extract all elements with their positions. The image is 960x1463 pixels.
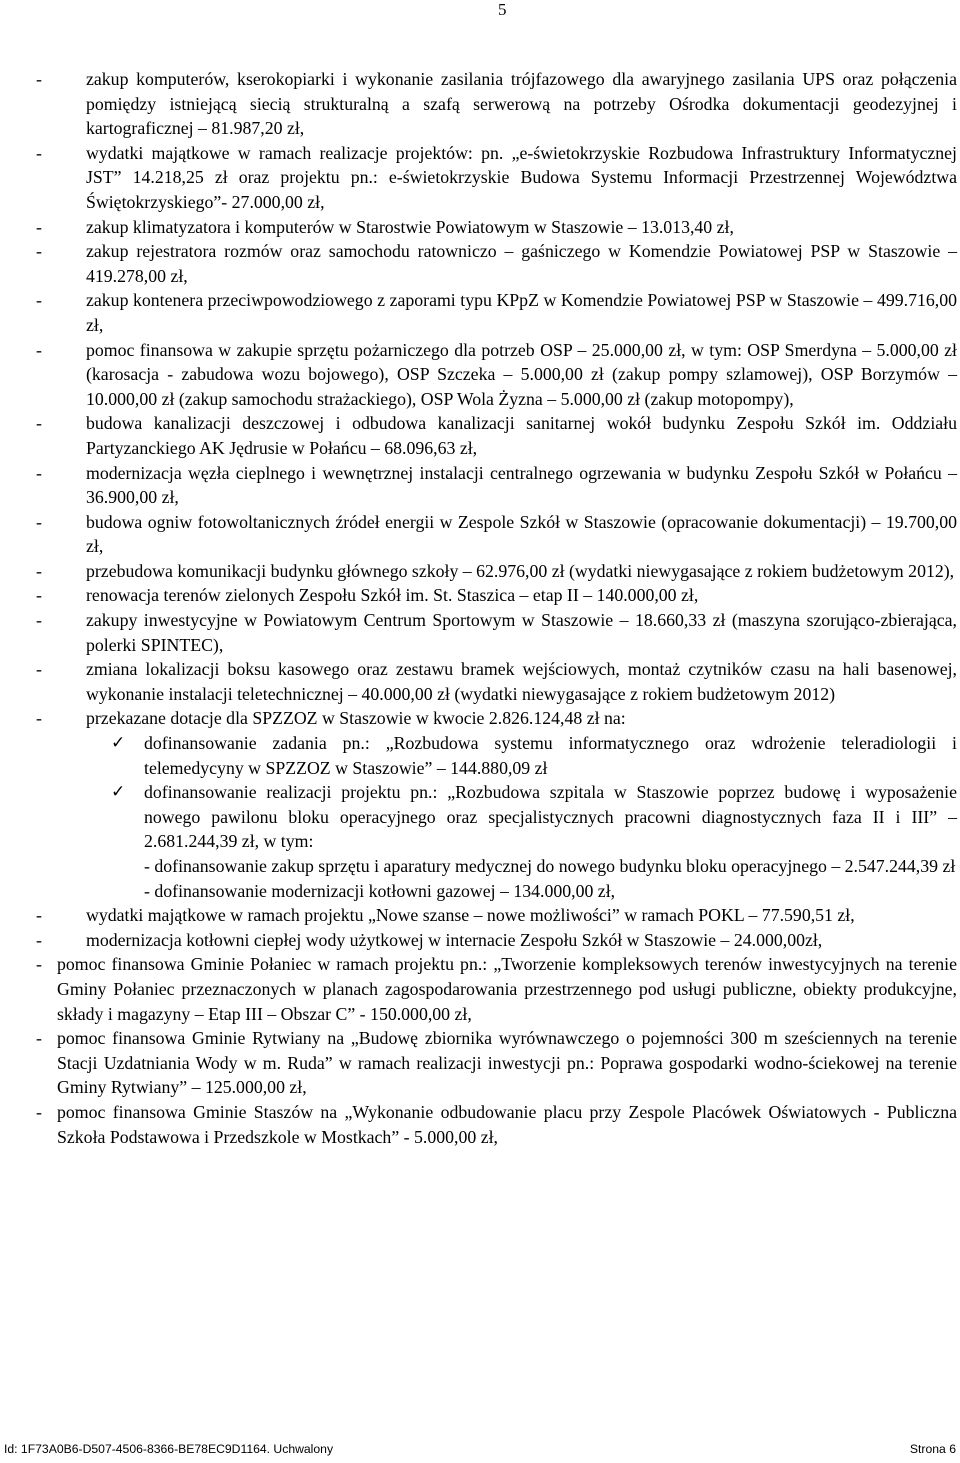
list-item-text: zakup kontenera przeciwpowodziowego z zaporami typu KPpZ w Komendzie Powiatowej PSP w Staszowie – 499.716,00 zł,	[86, 290, 957, 335]
list-item-text: zakup komputerów, kserokopiarki i wykonanie zasilania trójfazowego dla awaryjnego zasilania UPS oraz połączenia pomiędzy istniejącą siecią strukturalną a szafą serwerową na potrzeby Ośrodka dokumentacji geodezyjnej i kartograficznej – 81.987,20 zł,	[86, 69, 957, 139]
list-item-text: modernizacja kotłowni ciepłej wody użytkowej w internacie Zespołu Szkół w Staszowie – 24.000,00zł,	[86, 929, 823, 950]
list-item	[28, 338, 957, 412]
list-item	[28, 657, 957, 706]
list-dash: -	[36, 1101, 42, 1122]
list-dash: -	[36, 413, 42, 434]
sub-item: - dofinansowanie zakup sprzętu i aparatury medycznej do nowego budynku bloku operacyjnego – 2.547.244,39 zł	[144, 856, 956, 876]
list-item-text: pomoc finansowa Gminie Połaniec w ramach projektu pn.: „Tworzenie kompleksowych terenów inwestycyjnych na terenie Gminy Połaniec przeznaczonych w planach zagospodarowania przestrzennego pod usługi publiczne, obiekty produkcyjne, składy i magazyny – Etap III – Obszar C” - 150.000,00 zł,	[57, 954, 957, 1024]
list-item-text: budowa ogniw fotowoltanicznych źródeł energii w Zespole Szkół w Staszowie (opracowanie dokumentacji) – 19.700,00 zł,	[86, 511, 957, 557]
list-item-text: zmiana lokalizacji boksu kasowego oraz zestawu bramek wejściowych, montaż czytników czasu na hali basenowej, wykonanie instalacji teletechnicznej – 40.000,00 zł (wydatki niewygasające z rokiem budżetowym 2012)	[86, 659, 957, 704]
list-dash: -	[36, 954, 42, 975]
list-item-text: zakupy inwestycyjne w Powiatowym Centrum Sportowym w Staszowie – 18.660,33 zł (maszyna szorująco-zbierająca, polerki SPINTEC),	[86, 610, 957, 655]
list-dash: -	[36, 462, 42, 483]
list-item	[28, 461, 957, 510]
footer-page-label: Strona 6	[909, 1442, 956, 1456]
list-dash: -	[36, 339, 42, 360]
list-item-text: pomoc finansowa Gminie Staszów na „Wykonanie odbudowanie placu przy Zespole Placówek Oświatowych - Publiczna Szkoła Podstawowa i Przedszkole w Mostkach” - 5.000,00 zł,	[57, 1101, 957, 1147]
list-item	[28, 288, 957, 337]
list-item	[28, 141, 957, 215]
check-item	[28, 780, 957, 854]
list-item	[28, 510, 957, 559]
list-item	[28, 706, 957, 731]
list-item	[28, 67, 957, 141]
check-item-text: dofinansowanie zadania pn.: „Rozbudowa systemu informatycznego oraz wdrożenie teleradiologii i telemedycyny w SPZZOZ w Staszowie” – 144.880,09 zł	[144, 733, 957, 778]
check-item-text: dofinansowanie realizacji projektu pn.: „Rozbudowa szpitala w Staszowie poprzez budowę i wyposażenie nowego pawilonu bloku operacyjnego oraz specjalistycznych pracowni diagnostycznych faza II i III” – 2.681.244,39 zł, w tym:	[144, 782, 957, 852]
list-dash: -	[36, 511, 42, 532]
list-dash: -	[36, 905, 42, 926]
list-item-text: budowa kanalizacji deszczowej i odbudowa kanalizacji sanitarnej wokół budynku Zespołu Szkół im. Oddziału Partyzanckiego AK Jędrusie w Połańcu – 68.096,63 zł,	[86, 413, 957, 458]
list-item-text: pomoc finansowa Gminie Rytwiany na „Budowę zbiornika wyrównawczego o pojemności 300 m sześciennych na terenie Stacji Uzdatniania Wody w m. Ruda” w ramach realizacji inwestycji pn.: Poprawa gospodarki wodno-ściekowej na terenie Gminy Rytwiany” – 125.000,00 zł,	[57, 1028, 957, 1098]
list-dash: -	[36, 610, 42, 631]
list-item	[28, 559, 957, 584]
list-item-text: modernizacja węzła cieplnego i wewnętrznej instalacji centralnego ogrzewania w budynku Zespołu Szkół w Połańcu – 36.900,00 zł,	[86, 462, 957, 508]
list-item-text: przekazane dotacje dla SPZZOZ w Staszowie w kwocie 2.826.124,48 zł na:	[86, 708, 626, 729]
list-item	[28, 952, 957, 1026]
list-item-text: renowacja terenów zielonych Zespołu Szkół im. St. Staszica – etap II – 140.000,00 zł,	[86, 585, 699, 606]
list-item-text: zakup klimatyzatora i komputerów w Starostwie Powiatowym w Staszowie – 13.013,40 zł,	[86, 216, 734, 237]
document-body	[28, 67, 957, 1149]
list-dash: -	[36, 69, 42, 89]
list-item-text: zakup rejestratora rozmów oraz samochodu ratowniczo – gaśniczego w Komendzie Powiatowej PSP w Staszowie – 419.278,00 zł,	[86, 241, 957, 286]
list-item-text: przebudowa komunikacji budynku głównego szkoły – 62.976,00 zł (wydatki niewygasające z rokiem budżetowym 2012),	[86, 560, 955, 581]
list-item-text: wydatki majątkowe w ramach realizacje projektów: pn. „e-świetokrzyskie Rozbudowa Infrastruktury Informatycznej JST” 14.218,25 zł oraz projektu pn.: e-świetokrzyskie Budowa Systemu Informacji Przestrzennej Województwa Świętokrzyskiego”- 27.000,00 zł,	[86, 142, 957, 212]
list-item-text: pomoc finansowa w zakupie sprzętu pożarniczego dla potrzeb OSP – 25.000,00 zł, w tym: OSP Smerdyna – 5.000,00 zł (karosacja - zabudowa wozu bojowego), OSP Szczeka – 5.000,00 zł (zakup pompy szlamowej), OSP Borzymów – 10.000,00 zł (zakup samochodu strażackiego), OSP Wola Żyzna – 5.000,00 zł (zakup motopompy),	[86, 339, 957, 409]
list-dash: -	[36, 585, 42, 606]
list-dash: -	[36, 241, 42, 262]
list-dash: -	[36, 1028, 42, 1049]
footer-document-id: Id: 1F73A0B6-D507-4506-8366-BE78EC9D1164. Uchwalony	[4, 1442, 334, 1456]
page-number: 5	[498, 0, 507, 19]
list-item-text: wydatki majątkowe w ramach projektu „Nowe szanse – nowe możliwości” w ramach POKL – 77.590,51 zł,	[86, 905, 855, 926]
list-dash: -	[36, 290, 42, 311]
checkmark-icon: ✓	[111, 733, 126, 754]
list-item	[28, 1026, 957, 1100]
checkmark-icon: ✓	[111, 782, 126, 803]
list-item	[28, 583, 957, 608]
list-dash: -	[36, 142, 42, 163]
check-item	[28, 731, 957, 780]
list-item	[28, 903, 957, 928]
list-dash: -	[36, 560, 42, 581]
list-item	[28, 239, 957, 288]
list-dash: -	[36, 929, 42, 950]
list-item	[28, 1100, 957, 1149]
list-item	[28, 608, 957, 657]
list-item	[28, 928, 957, 953]
list-item	[28, 215, 957, 240]
list-dash: -	[36, 659, 42, 680]
list-dash: -	[36, 216, 42, 237]
sub-item: - dofinansowanie modernizacji kotłowni gazowej – 134.000,00 zł,	[144, 880, 616, 901]
list-dash: -	[36, 708, 42, 729]
list-item	[28, 411, 957, 460]
